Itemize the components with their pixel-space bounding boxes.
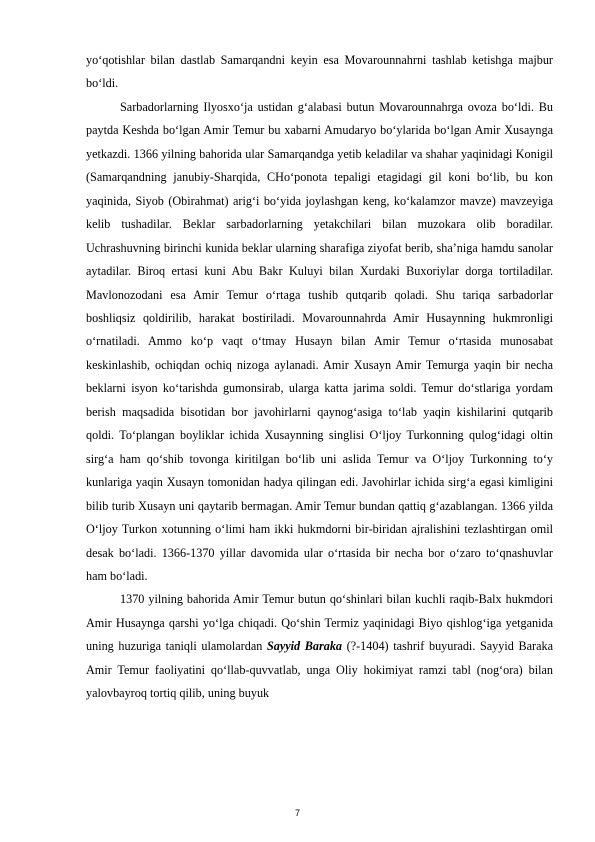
paragraph-3-text-before: 1370 yilning bahorida Amir Temur butun qo‘shinlari bilan kuchli raqib-Balx hukmdori Amir Husaynga qarshi yo‘lga chiqadi. Qo‘shin Termiz yaqinidagi Biyo qishlog‘iga yetganida uning huzuriga taniqli ulamolardan (86, 592, 553, 654)
paragraph-3 (86, 588, 553, 705)
paragraph-3-text-after: (?-1404) tashrif buyuradi. Sayyid Baraka Amir Temur faoliyatini qo‘llab-quvvatlab, unga Oliy hokimiyat ramzi tabl (nog‘ora) bilan yalovbayroq tortiq qilib, uning buyuk (86, 639, 553, 701)
document-page (86, 49, 553, 706)
paragraph-1: yo‘qotishlar bilan dastlab Samarqandni keyin esa Movarounnahrni tashlab ketishga majbur bo‘ldi. (86, 53, 553, 91)
emphasis-sayyid-baraka: Sayyid Baraka (266, 639, 343, 654)
page-number: 7 (294, 808, 300, 818)
paragraph-2: Sarbadorlarning Ilyosxo‘ja ustidan g‘alabasi butun Movarounnahrga ovoza bo‘ldi. Bu paytda Keshda bo‘lgan Amir Temur bu xabarni Amudaryo bo‘ylarida bo‘lgan Amir Xusaynga yetkazdi. 1366 yilning bahorida ular Samarqandga yetib keladilar va shahar yaqinidagi Konigil (Samarqandning janubiy-Sharqida, CHo‘ponota tepaligi etagidagi gil koni bo‘lib, bu kon yaqinida, Siyob (Obirahmat) arig‘i bo‘yida joylashgan keng, ko‘kalamzor mavze) mavzeyiga kelib tushadilar. Beklar sarbadorlarning yetakchilari bilan muzokara olib boradilar. Uchrashuvning birinchi kunida beklar ularning sharafiga ziyofat berib, sha’niga hamdu sanolar aytadilar. Biroq ertasi kuni Abu Bakr Kuluyi bilan Xurdaki Buxoriylar dorga tortiladilar. Mavlonozodani esa Amir Temur o‘rtaga tushib qutqarib qoladi. Shu tariqa sarbadorlar boshliqsiz qoldirilib, harakat bostiriladi. Movarounnahrda Amir Husaynning hukmronligi o‘rnatiladi. Ammo ko‘p vaqt o‘tmay Husayn bilan Amir Temur o‘rtasida munosabat keskinlashib, ochiqdan ochiq nizoga aylanadi. Amir Xusayn Amir Temurga yaqin bir necha beklarni isyon ko‘tarishda gumonsirab, ularga katta jarima soldi. Temur do‘stlariga yordam berish maqsadida bisotidan bor javohirlarni qaynog‘asiga to‘lab yaqin kishilarini qutqarib qoldi. To‘plangan boyliklar ichida Xusaynning singlisi O‘ljoy Turkonning qulog‘idagi oltin sirg‘a ham qo‘shib tovonga kiritilgan bo‘lib uni aslida Temur va O‘ljoy Turkonning to‘y kunlariga yaqin Xusayn tomonidan hadya qilingan edi. Javohirlar ichida sirg‘a egasi kimligini bilib turib Xusayn uni qaytarib bermagan. Amir Temur bundan qattiq g‘azablangan. 1366 yilda O‘ljoy Turkon xotunning o‘limi ham ikki hukmdorni bir-biridan ajralishini tezlashtirgan omil desak bo‘ladi. 1366-1370 yillar davomida ular o‘rtasida bir necha bor o‘zaro to‘qnashuvlar ham bo‘ladi. (86, 99, 553, 583)
